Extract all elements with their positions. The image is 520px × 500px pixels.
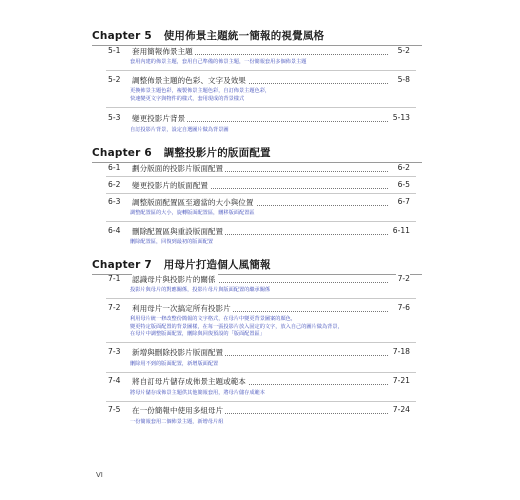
divider bbox=[106, 401, 416, 402]
description-line: 投影片與母片的對應關係，投影片母片與版面配置的繼承關係 bbox=[130, 287, 271, 293]
divider bbox=[106, 298, 416, 299]
page-number: 6-7 bbox=[397, 197, 410, 206]
chapter-number: Chapter 6 bbox=[92, 147, 152, 159]
page-number: 7-2 bbox=[397, 274, 410, 283]
chapter-number: Chapter 7 bbox=[92, 259, 152, 271]
page-number: 5-2 bbox=[397, 46, 410, 55]
section-number: 5-2 bbox=[108, 75, 121, 84]
divider bbox=[106, 107, 416, 108]
section-number: 6-2 bbox=[108, 180, 121, 189]
section-description bbox=[130, 287, 430, 295]
page-number: 5-13 bbox=[392, 113, 410, 122]
section-description bbox=[130, 59, 430, 67]
section-title: 套用簡報佈景主題 bbox=[132, 47, 193, 56]
description-line: 變更特定版面配置的背景圖樣，在每一張投影片放入固定的文字，放入自己的圖片做為背景， bbox=[130, 323, 343, 330]
toc-entry[interactable] bbox=[108, 180, 410, 192]
description-line: 刪除用不到的版面配置，新增版面配置 bbox=[130, 361, 219, 367]
description-line: 利用母片統一修改整份簡報的文字格式，在母片中變更背景圖案的顏色， bbox=[130, 316, 297, 322]
section-description bbox=[130, 390, 430, 398]
section-number: 7-4 bbox=[108, 376, 121, 385]
toc-entry[interactable] bbox=[108, 197, 410, 209]
description-line: 快速變更文字與物件的樣式，套用現成的背景樣式 bbox=[130, 95, 245, 102]
page-number: 6-11 bbox=[392, 226, 410, 235]
divider bbox=[106, 342, 416, 343]
section-title: 變更投影片背景 bbox=[132, 114, 186, 123]
section-description bbox=[130, 210, 430, 218]
section-title: 將自訂母片儲存成佈景主題或範本 bbox=[132, 377, 246, 386]
section-number: 5-3 bbox=[108, 113, 121, 122]
section-title: 調整版面配置區至適當的大小與位置 bbox=[132, 198, 254, 207]
toc-entry[interactable] bbox=[108, 163, 410, 175]
toc-entry[interactable] bbox=[108, 226, 410, 238]
toc-entry[interactable] bbox=[108, 46, 410, 58]
section-number: 6-3 bbox=[108, 197, 121, 206]
section-title: 刪除配置區與重設版面配置 bbox=[132, 227, 224, 236]
section-number: 5-1 bbox=[108, 46, 121, 55]
toc-entry[interactable] bbox=[108, 347, 410, 359]
section-title: 在一份簡報中使用多組母片 bbox=[132, 406, 224, 415]
chapter-heading bbox=[92, 28, 422, 46]
chapter-number: Chapter 5 bbox=[92, 30, 152, 42]
divider bbox=[106, 176, 416, 177]
page-number: 7-18 bbox=[392, 347, 410, 356]
chapter-heading bbox=[92, 257, 422, 275]
toc-entry[interactable] bbox=[108, 113, 410, 125]
section-number: 6-4 bbox=[108, 226, 121, 235]
section-title: 新增與刪除投影片版面配置 bbox=[132, 348, 224, 357]
section-description bbox=[130, 361, 430, 369]
toc-entry[interactable] bbox=[108, 303, 410, 315]
section-title: 認識母片與投影片的關係 bbox=[132, 275, 216, 284]
section-description bbox=[130, 316, 430, 339]
description-line: 在母片中調整版面配置，刪除與回復預設的「版面配置區」 bbox=[130, 331, 265, 337]
divider bbox=[106, 372, 416, 373]
toc-entry[interactable] bbox=[108, 75, 410, 87]
section-number: 6-1 bbox=[108, 163, 121, 172]
section-number: 7-2 bbox=[108, 303, 121, 312]
page-number: 6-2 bbox=[397, 163, 410, 172]
toc-entry[interactable] bbox=[108, 274, 410, 286]
page-number: 7-21 bbox=[392, 376, 410, 385]
section-number: 7-1 bbox=[108, 274, 121, 283]
page-number: 5-8 bbox=[397, 75, 410, 84]
chapter-title: 調整投影片的版面配置 bbox=[163, 147, 271, 159]
section-title: 變更投影片的版面配置 bbox=[132, 181, 208, 190]
page-number: 7-6 bbox=[397, 303, 410, 312]
toc-entry[interactable] bbox=[108, 376, 410, 388]
description-line: 刪除配置區，回復到最初的版面配置 bbox=[130, 239, 214, 245]
chapter-title: 使用佈景主題統一簡報的視覺風格 bbox=[163, 30, 325, 42]
description-line: 自訂投影片背景，設定自選圖片做為背景圖 bbox=[130, 127, 229, 133]
section-number: 7-5 bbox=[108, 405, 121, 414]
description-line: 調整配置區的大小，旋轉版面配置區，刪移版面配置區 bbox=[130, 210, 255, 216]
section-title: 利用母片一次搞定所有投影片 bbox=[132, 304, 231, 313]
divider bbox=[106, 70, 416, 71]
divider bbox=[106, 193, 416, 194]
page-number: 6-5 bbox=[397, 180, 410, 189]
section-description bbox=[130, 127, 430, 135]
description-line: 一份簡報套用二個佈景主題，新增母片組 bbox=[130, 419, 224, 425]
chapter-title: 用母片打造個人風簡報 bbox=[163, 259, 271, 271]
page-number: 7-24 bbox=[392, 405, 410, 414]
toc-entry[interactable] bbox=[108, 405, 410, 417]
section-description bbox=[130, 419, 430, 427]
description-line: 套用內建的佈景主題，套用自己準備的佈景主題，一份簡報套用多個佈景主題 bbox=[130, 59, 307, 65]
description-line: 更換佈景主題色彩，複製佈景主題色彩，自訂佈景主題色彩， bbox=[130, 88, 271, 94]
section-number: 7-3 bbox=[108, 347, 121, 356]
section-description bbox=[130, 239, 430, 247]
divider bbox=[106, 221, 416, 222]
chapter-heading bbox=[92, 145, 422, 163]
page-footer-number: VI bbox=[96, 471, 103, 479]
section-description bbox=[130, 88, 430, 103]
description-line: 將母片儲存成佈景主題供其他簡報套用，將母片儲存成範本 bbox=[130, 390, 265, 396]
section-title: 劃分版面的投影片版面配置 bbox=[132, 164, 224, 173]
section-title: 調整佈景主題的色彩、文字及效果 bbox=[132, 76, 246, 85]
